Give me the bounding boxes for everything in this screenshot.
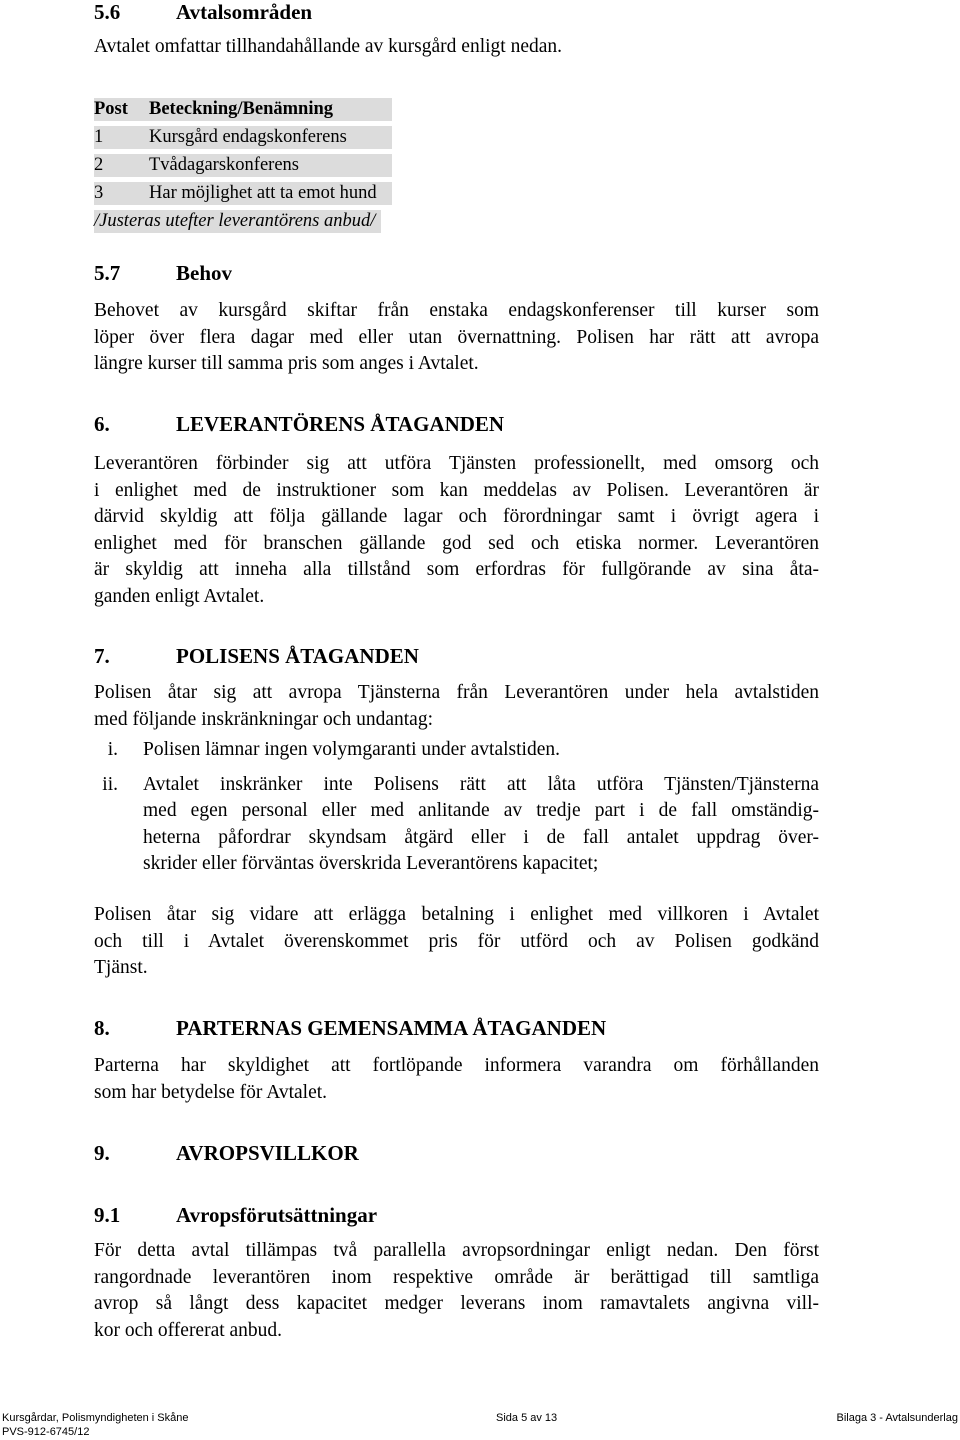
table-header-row [94, 98, 392, 121]
paragraph-line: rangordnade leverantören inom respektive område är berättigad till samtliga [94, 1266, 819, 1288]
section-7-list [94, 737, 819, 878]
list-item-line: med egen personal eller med anlitande av tredje part i de fall omständig- [143, 800, 819, 821]
section-title: Avropsförutsättningar [176, 1203, 378, 1227]
table-cell: Tvådagarskonferens [149, 155, 299, 175]
footer-page-number: Sida 5 av 13 [496, 1412, 558, 1424]
post-table [94, 98, 392, 233]
table-row [94, 182, 392, 205]
paragraph-line: i enlighet med de instruktioner som kan meddelas av Polisen. Leverantören är [94, 479, 819, 501]
table-row [94, 126, 392, 149]
header-cell-name: Beteckning/Benämning [149, 99, 333, 119]
paragraph-line: ganden enligt Avtalet. [94, 585, 265, 607]
section-5-6-intro: Avtalet omfattar tillhandahållande av kursgård enligt nedan. [94, 36, 563, 57]
section-9-1-body [94, 1238, 819, 1344]
paragraph-line: Tjänst. [94, 957, 148, 978]
section-number: 6. [94, 412, 110, 436]
table-cell: Kursgård endagskonferens [149, 127, 347, 147]
paragraph-line: För detta avtal tillämpas två parallella avropsordningar enligt nedan. Den först [94, 1240, 819, 1261]
section-title: POLISENS ÅTAGANDEN [176, 644, 419, 668]
section-9-1-heading [94, 1203, 377, 1228]
section-9-heading [94, 1141, 359, 1166]
header-cell-post: Post [94, 99, 128, 119]
paragraph-line: enlighet med för branschen gällande god sed och etiska normer. Leverantören [94, 532, 819, 554]
paragraph-line: Leverantören förbinder sig att utföra Tjänsten professionellt, med omsorg och [94, 453, 819, 474]
section-7-outro [94, 902, 819, 982]
list-item [94, 737, 819, 764]
footer-reference: PVS-912-6745/12 [2, 1426, 90, 1438]
section-title: LEVERANTÖRENS ÅTAGANDEN [176, 412, 505, 436]
paragraph-line: Polisen åtar sig vidare att erlägga betalning i enlighet med villkoren i Avtalet [94, 904, 819, 925]
list-item-line: Polisen lämnar ingen volymgaranti under avtalstiden. [143, 739, 560, 760]
paragraph-line: löper över flera dagar med eller utan övernattning. Polisen har rätt att avropa [94, 326, 819, 348]
list-marker: i. [107, 739, 118, 760]
paragraph-line: därvid skyldig att följa gällande lagar och förordningar samt i övrigt agera i [94, 506, 819, 527]
paragraph-line: längre kurser till samma pris som anges i Avtalet. [94, 353, 479, 374]
section-7-heading [94, 644, 419, 669]
table-cell: 3 [94, 183, 104, 203]
paragraph-line: kor och offererat anbud. [94, 1319, 283, 1341]
section-title: Avtalsområden [176, 0, 313, 24]
section-number: 8. [94, 1016, 110, 1040]
paragraph-line: med följande inskränkningar och undantag: [94, 708, 433, 730]
section-5-7-heading [94, 261, 232, 286]
paragraph-line: och till i Avtalet överenskommet pris för utförd och av Polisen godkänd [94, 930, 819, 952]
list-item [94, 772, 819, 878]
paragraph-line: som har betydelse för Avtalet. [94, 1081, 328, 1103]
section-5-6-heading [94, 0, 312, 25]
section-number: 5.6 [94, 0, 121, 24]
section-title: PARTERNAS GEMENSAMMA ÅTAGANDEN [176, 1016, 607, 1040]
paragraph-line: Polisen åtar sig att avropa Tjänsterna från Leverantören under hela avtalstiden [94, 682, 819, 703]
paragraph-line: Behovet av kursgård skiftar från enstaka endagskonferenser till kurser som [94, 300, 819, 321]
section-6-body [94, 451, 819, 610]
section-title: AVROPSVILLKOR [176, 1141, 359, 1165]
section-number: 9. [94, 1141, 110, 1165]
list-item-line: Avtalet inskränker inte Polisens rätt att låta utföra Tjänsten/Tjänsterna [143, 773, 819, 795]
section-5-7-body [94, 298, 819, 378]
section-7-intro [94, 680, 819, 733]
table-cell: 1 [94, 127, 104, 147]
paragraph-line: avrop så långt dess kapacitet medger leverans inom ramavtalets angivna vill- [94, 1293, 819, 1314]
paragraph-line: Parterna har skyldighet att fortlöpande informera varandra om förhållanden [94, 1055, 819, 1076]
footer-right: Bilaga 3 - Avtalsunderlag [836, 1412, 958, 1424]
section-number: 5.7 [94, 261, 121, 285]
section-6-heading [94, 412, 504, 437]
list-marker: ii. [102, 773, 118, 795]
section-title: Behov [176, 261, 233, 285]
section-number: 7. [94, 644, 110, 668]
footer-left: Kursgårdar, Polismyndigheten i Skåne [2, 1412, 189, 1424]
table-note: /Justeras utefter leverantörens anbud/ [94, 210, 381, 233]
list-item-line: heterna påfordrar skyndsam åtgärd eller i de fall antalet uppdrag över- [143, 826, 819, 848]
table-row [94, 154, 392, 177]
table-cell: 2 [94, 155, 104, 175]
section-8-heading [94, 1016, 606, 1041]
section-number: 9.1 [94, 1203, 121, 1227]
section-8-body [94, 1053, 819, 1106]
list-item-line: skrider eller förväntas överskrida Leverantörens kapacitet; [143, 853, 599, 874]
table-cell: Har möjlighet att ta emot hund [149, 183, 377, 203]
paragraph-line: är skyldig att inneha alla tillstånd som erfordras för fullgörande av sina åta- [94, 559, 819, 580]
